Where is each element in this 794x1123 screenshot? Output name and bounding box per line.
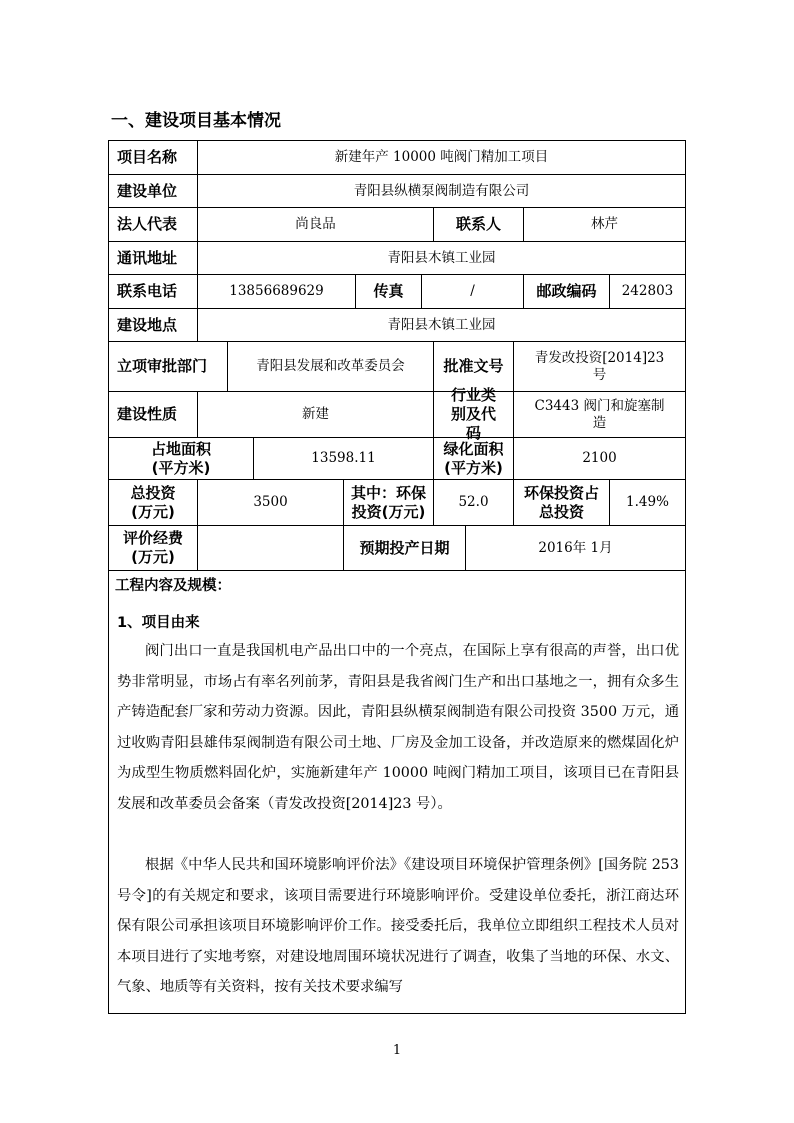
prod-date-value: 2016年 1月	[465, 526, 685, 570]
approval-no-label: 批准文号	[433, 342, 513, 391]
fax-value: /	[421, 275, 523, 308]
row-site	[109, 309, 685, 342]
page-number: 1	[392, 1043, 402, 1058]
row-address	[109, 242, 685, 275]
paragraph-origin: 阀门出口一直是我国机电产品出口中的一个亮点，在国际上享有很高的声誉，出口优势非常明显，市场占有率名列前茅，青阳县是我省阀门生产和出口基地之一，拥有众多生产铸造配套厂家和劳动力资源。因此，青阳县纵横泵阀制造有限公司投资 3500 万元，通过收购青阳县雄伟泵阀制造有限公司土地、厂房及金加工设备，并改造原来的燃煤固化炉为成型生物质燃料固化炉，实施新建年产 10000 吨阀门精加工项目，该项目已在青阳县发展和改革委员会备案（青发改投资[2014]23 号）。	[117, 643, 679, 812]
industry-value: C3443 阀门和旋塞制造	[513, 392, 685, 437]
total-inv-value: 3500	[197, 480, 343, 525]
site-label: 建设地点	[117, 315, 178, 334]
project-info-table	[108, 140, 686, 1014]
construction-unit-label: 建设单位	[117, 181, 178, 200]
row-construction-unit	[109, 175, 685, 208]
row-eval-fee	[109, 526, 685, 571]
nature-value: 新建	[197, 392, 433, 437]
phone-value: 13856689629	[197, 275, 355, 308]
fax-label: 传真	[355, 275, 421, 308]
green-label: 绿化面积(平方米)	[433, 438, 513, 479]
industry-label: 行业类别及代码	[433, 392, 513, 437]
postal-value: 242803	[609, 275, 685, 308]
prod-date-label: 预期投产日期	[343, 526, 465, 570]
legal-rep-label: 法人代表	[117, 215, 178, 233]
area-label: 占地面积(平方米)	[150, 439, 211, 477]
area-value: 13598.11	[253, 438, 433, 479]
address-label: 通讯地址	[117, 248, 178, 267]
section-title: 一、建设项目基本情况	[111, 111, 281, 131]
contact-label: 联系人	[433, 208, 523, 241]
env-inv-label: 其中：环保投资(万元)	[343, 480, 433, 525]
eval-fee-value	[197, 526, 343, 570]
approval-no-value: 青发改投资[2014]23号	[513, 342, 685, 391]
content-subheading: 1、项目由来	[117, 615, 200, 631]
project-name-value: 新建年产 10000 吨阀门精加工项目	[197, 141, 685, 174]
row-project-name	[109, 141, 685, 175]
address-value: 青阳县木镇工业园	[197, 242, 685, 274]
env-ratio-value: 1.49%	[609, 480, 685, 525]
row-phone	[109, 275, 685, 309]
contact-value: 林芹	[523, 208, 685, 241]
project-name-label: 项目名称	[117, 148, 178, 166]
row-approval	[109, 342, 685, 392]
phone-label: 联系电话	[117, 282, 178, 300]
construction-unit-value: 青阳县纵横泵阀制造有限公司	[197, 175, 685, 207]
legal-rep-value: 尚良品	[197, 208, 433, 241]
site-value: 青阳县木镇工业园	[197, 309, 685, 341]
total-inv-label: 总投资(万元)	[130, 483, 176, 521]
approval-dept-label: 立项审批部门	[117, 357, 208, 375]
project-content	[109, 571, 685, 1013]
postal-label: 邮政编码	[523, 275, 609, 308]
row-nature	[109, 386, 685, 442]
green-value: 2100	[513, 438, 685, 479]
nature-label: 建设性质	[117, 405, 178, 423]
env-ratio-label: 环保投资占总投资	[513, 480, 609, 525]
paragraph-evaluation: 根据《中华人民共和国环境影响评价法》《建设项目环境保护管理条例》[国务院 253 号令]的有关规定和要求，该项目需要进行环境影响评价。受建设单位委托，浙江商达环保有限公司承担该项目环境影响评价工作。接受委托后，我单位立即组织工程技术人员对本项目进行了实地考察，对建设地周围环境状况进行了调查，收集了当地的环保、水文、气象、地质等有关资料，按有关技术要求编写	[117, 857, 679, 995]
row-area	[109, 438, 685, 480]
env-inv-value: 52.0	[433, 480, 513, 525]
approval-dept-value: 青阳县发展和改革委员会	[227, 342, 433, 391]
row-legal-rep	[109, 208, 685, 242]
eval-fee-label: 评价经费(万元)	[122, 529, 183, 566]
row-investment	[109, 480, 685, 526]
content-heading: 工程内容及规模：	[115, 578, 231, 594]
